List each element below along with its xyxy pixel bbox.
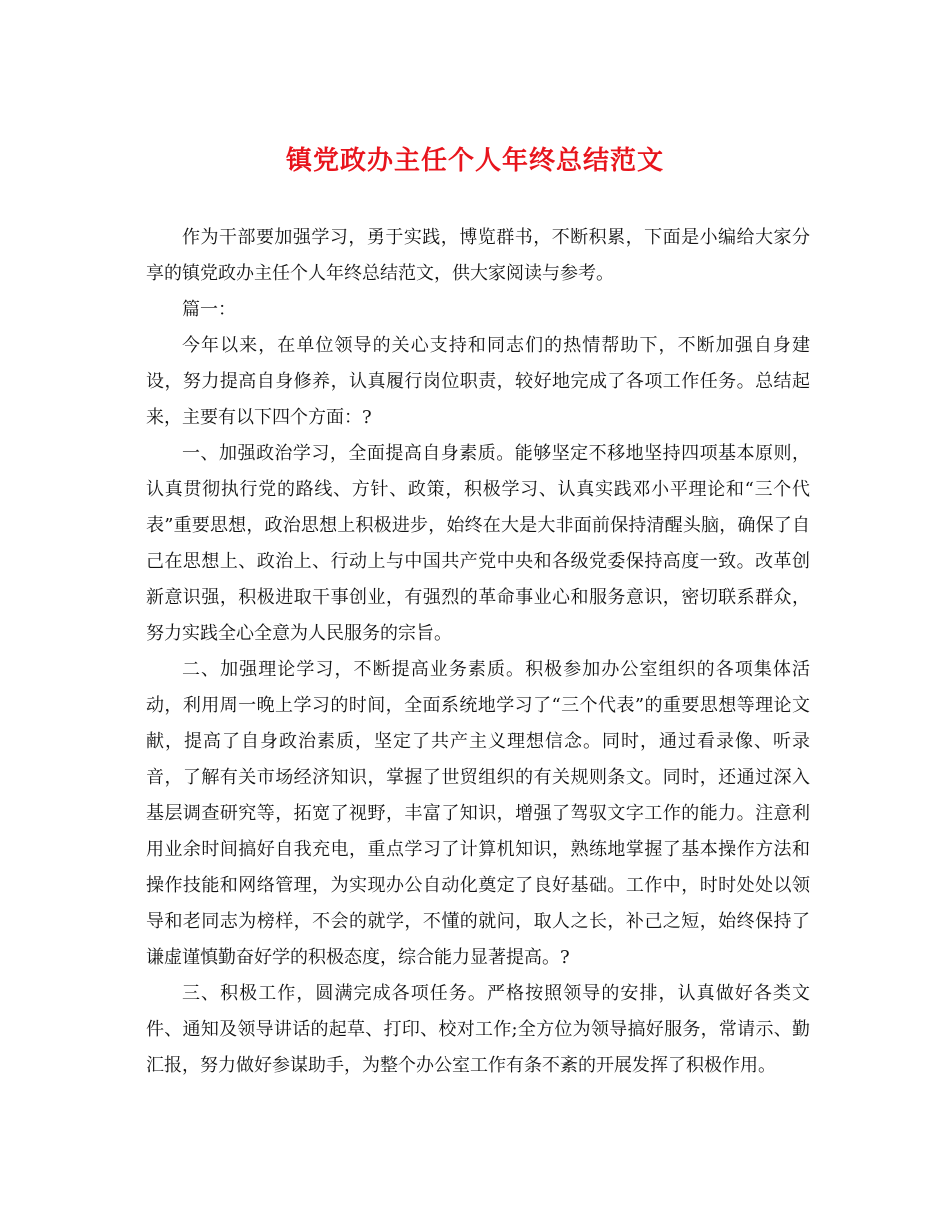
document-body	[146, 220, 810, 1084]
document-title: 镇党政办主任个人年终总结范文	[285, 146, 664, 176]
section-one-paragraph: 一、加强政治学习，全面提高自身素质。能够坚定不移地坚持四项基本原则，认真贯彻执行党的路线、方针、政策，积极学习、认真实践邓小平理论和“三个代表”重要思想，政治思想上积极进步，始终在大是大非面前保持清醒头脑，确保了自己在思想上、政治上、行动上与中国共产党中央和各级党委保持高度一致。改革创新意识强，积极进取干事创业，有强烈的革命事业心和服务意识，密切联系群众，努力实践全心全意为人民服务的宗旨。	[146, 443, 810, 644]
opening-paragraph: 今年以来，在单位领导的关心支持和同志们的热情帮助下，不断加强自身建设，努力提高自身修养，认真履行岗位职责，较好地完成了各项工作任务。总结起来，主要有以下四个方面：?	[146, 335, 810, 428]
section-label-paragraph: 篇一：	[182, 299, 236, 320]
section-two-paragraph: 二、加强理论学习，不断提高业务素质。积极参加办公室组织的各项集体活动，利用周一晚上学习的时间，全面系统地学习了“三个代表”的重要思想等理论文献，提高了自身政治素质，坚定了共产主义理想信念。同时，通过看录像、听录音，了解有关市场经济知识，掌握了世贸组织的有关规则条文。同时，还通过深入基层调查研究等，拓宽了视野，丰富了知识，增强了驾驭文字工作的能力。注意利用业余时间搞好自我充电，重点学习了计算机知识，熟练地掌握了基本操作方法和操作技能和网络管理，为实现办公自动化奠定了良好基础。工作中，时时处处以领导和老同志为榜样，不会的就学，不懂的就问，取人之长，补己之短，始终保持了谦虚谨慎勤奋好学的积极态度，综合能力显著提高。?	[146, 659, 810, 968]
section-three-paragraph: 三、积极工作，圆满完成各项任务。严格按照领导的安排，认真做好各类文件、通知及领导讲话的起草、打印、校对工作;全方位为领导搞好服务，常请示、勤汇报，努力做好参谋助手，为整个办公室工作有条不紊的开展发挥了积极作用。	[146, 983, 810, 1076]
intro-paragraph: 作为干部要加强学习，勇于实践，博览群书，不断积累，下面是小编给大家分享的镇党政办主任个人年终总结范文，供大家阅读与参考。	[146, 227, 810, 284]
